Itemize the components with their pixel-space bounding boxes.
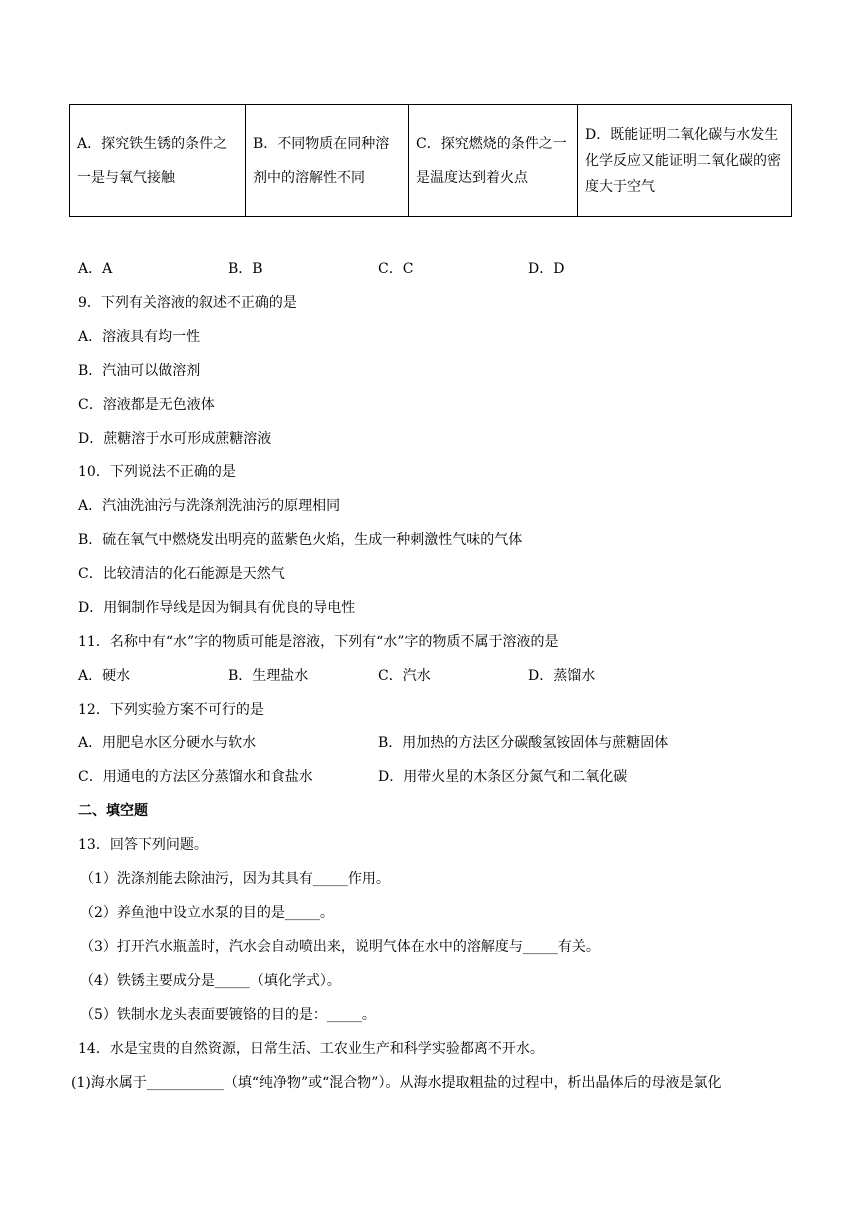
- q13-part-4: （4）铁锈主要成分是_____（填化学式）。: [80, 973, 341, 989]
- q9-option-a[interactable]: A．溶液具有均一性: [78, 329, 201, 345]
- q12-stem: 12．下列实验方案不可行的是: [78, 702, 264, 718]
- q8-choice-a[interactable]: A．A: [78, 261, 113, 277]
- q11-choice-d[interactable]: D．蒸馏水: [528, 668, 596, 684]
- q9-option-b[interactable]: B．汽油可以做溶剂: [78, 363, 201, 379]
- q8-choice-c[interactable]: C．C: [378, 261, 414, 277]
- section-title: 二、填空题: [78, 803, 148, 819]
- q11-choice-a[interactable]: A．硬水: [78, 668, 131, 684]
- q10-option-a[interactable]: A．汽油洗油污与洗涤剂洗油污的原理相同: [78, 498, 341, 514]
- q12-choice-b[interactable]: B．用加热的方法区分碳酸氢铵固体与蔗糖固体: [378, 735, 669, 751]
- q10-option-d[interactable]: D．用铜制作导线是因为铜具有优良的导电性: [78, 600, 356, 616]
- table-cell-b: B．不同物质在同种溶剂中的溶解性不同: [246, 105, 409, 217]
- table-cell-a: A．探究铁生锈的条件之一是与氧气接触: [70, 105, 246, 217]
- q11-stem: 11．名称中有“水”字的物质可能是溶液，下列有“水”字的物质不属于溶液的是: [78, 634, 559, 650]
- q12-choice-d[interactable]: D．用带火星的木条区分氮气和二氧化碳: [378, 769, 628, 785]
- table-row: [70, 105, 792, 217]
- q14-stem: 14．水是宝贵的自然资源，日常生活、工农业生产和科学实验都离不开水。: [78, 1041, 544, 1057]
- q13-part-5: （5）铁制水龙头表面要镀铬的目的是：_____。: [80, 1007, 376, 1023]
- q13-part-1: （1）洗涤剂能去除油污，因为其具有_____作用。: [80, 871, 390, 887]
- q13-stem: 13．回答下列问题。: [78, 837, 208, 853]
- q13-part-2: （2）养鱼池中设立水泵的目的是_____。: [80, 905, 334, 921]
- q11-choice-c[interactable]: C．汽水: [378, 668, 431, 684]
- experiment-options-table: [69, 104, 792, 217]
- q8-choice-b[interactable]: B．B: [228, 261, 263, 277]
- q8-choice-d[interactable]: D．D: [528, 261, 565, 277]
- q14-part-1: (1)海水属于___________（填“纯净物”或“混合物”）。从海水提取粗盐的过程中，析出晶体后的母液是氯化: [71, 1075, 722, 1091]
- q13-part-3: （3）打开汽水瓶盖时，汽水会自动喷出来，说明气体在水中的溶解度与_____有关。: [80, 939, 600, 955]
- table-cell-d: D．既能证明二氧化碳与水发生化学反应又能证明二氧化碳的密度大于空气: [578, 105, 792, 217]
- q9-stem: 9．下列有关溶液的叙述不正确的是: [78, 295, 297, 311]
- q11-choice-b[interactable]: B．生理盐水: [228, 668, 309, 684]
- q10-option-c[interactable]: C．比较清洁的化石能源是天然气: [78, 566, 285, 582]
- q9-option-c[interactable]: C．溶液都是无色液体: [78, 397, 215, 413]
- q12-choice-c[interactable]: C．用通电的方法区分蒸馏水和食盐水: [78, 769, 313, 785]
- table-cell-c: C．探究燃烧的条件之一是温度达到着火点: [409, 105, 578, 217]
- q10-option-b[interactable]: B．硫在氧气中燃烧发出明亮的蓝紫色火焰，生成一种刺激性气味的气体: [78, 532, 523, 548]
- q12-choice-a[interactable]: A．用肥皂水区分硬水与软水: [78, 735, 257, 751]
- q9-option-d[interactable]: D．蔗糖溶于水可形成蔗糖溶液: [78, 431, 272, 447]
- q10-stem: 10．下列说法不正确的是: [78, 464, 236, 480]
